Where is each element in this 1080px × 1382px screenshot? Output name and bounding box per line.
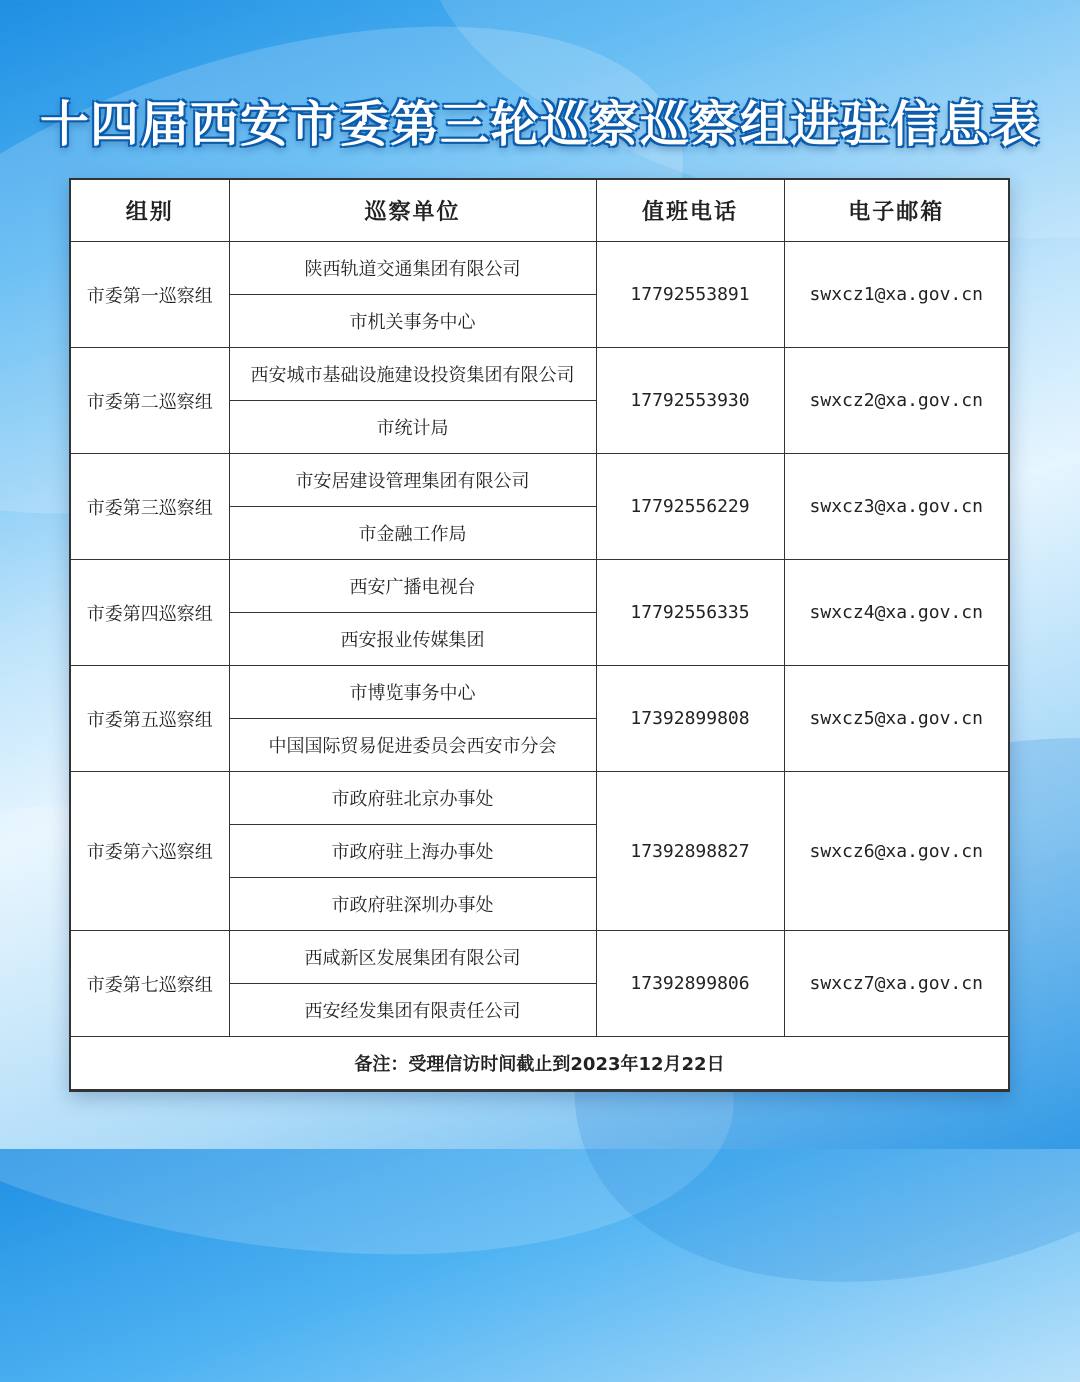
header-group: 组别 bbox=[71, 180, 229, 242]
unit-cell: 市政府驻上海办事处 bbox=[229, 825, 596, 878]
note-row bbox=[71, 1037, 1008, 1090]
group-name: 市委第六巡察组 bbox=[71, 772, 229, 931]
unit-cell: 市金融工作局 bbox=[229, 507, 596, 560]
email-cell: swxcz7@xa.gov.cn bbox=[784, 931, 1008, 1037]
unit-cell: 市政府驻深圳办事处 bbox=[229, 878, 596, 931]
unit-cell: 市统计局 bbox=[229, 401, 596, 454]
page-title: 十四届西安市委第三轮巡察巡察组进驻信息表 bbox=[39, 96, 1040, 153]
note-text: 备注：受理信访时间截止到2023年12月22日 bbox=[71, 1037, 1008, 1090]
unit-cell: 中国国际贸易促进委员会西安市分会 bbox=[229, 719, 596, 772]
email-cell: swxcz6@xa.gov.cn bbox=[784, 772, 1008, 931]
unit-cell: 陕西轨道交通集团有限公司 bbox=[229, 242, 596, 295]
table-row bbox=[71, 666, 1008, 719]
phone-cell: 17792556229 bbox=[596, 454, 784, 560]
table-row bbox=[71, 242, 1008, 295]
group-name: 市委第三巡察组 bbox=[71, 454, 229, 560]
unit-cell: 市安居建设管理集团有限公司 bbox=[229, 454, 596, 507]
table-row bbox=[71, 772, 1008, 825]
unit-cell: 西安城市基础设施建设投资集团有限公司 bbox=[229, 348, 596, 401]
header-phone: 值班电话 bbox=[596, 180, 784, 242]
email-cell: swxcz1@xa.gov.cn bbox=[784, 242, 1008, 348]
group-name: 市委第五巡察组 bbox=[71, 666, 229, 772]
email-cell: swxcz2@xa.gov.cn bbox=[784, 348, 1008, 454]
unit-cell: 市博览事务中心 bbox=[229, 666, 596, 719]
info-table bbox=[71, 180, 1008, 1090]
email-cell: swxcz3@xa.gov.cn bbox=[784, 454, 1008, 560]
table-row bbox=[71, 560, 1008, 613]
unit-cell: 西安报业传媒集团 bbox=[229, 613, 596, 666]
header-unit: 巡察单位 bbox=[229, 180, 596, 242]
info-table-panel bbox=[69, 178, 1010, 1092]
group-name: 市委第二巡察组 bbox=[71, 348, 229, 454]
group-name: 市委第七巡察组 bbox=[71, 931, 229, 1037]
header-email: 电子邮箱 bbox=[784, 180, 1008, 242]
email-cell: swxcz5@xa.gov.cn bbox=[784, 666, 1008, 772]
phone-cell: 17792553891 bbox=[596, 242, 784, 348]
unit-cell: 市机关事务中心 bbox=[229, 295, 596, 348]
table-header-row bbox=[71, 180, 1008, 242]
unit-cell: 西咸新区发展集团有限公司 bbox=[229, 931, 596, 984]
group-name: 市委第一巡察组 bbox=[71, 242, 229, 348]
unit-cell: 市政府驻北京办事处 bbox=[229, 772, 596, 825]
phone-cell: 17792556335 bbox=[596, 560, 784, 666]
table-row bbox=[71, 348, 1008, 401]
phone-cell: 17392898827 bbox=[596, 772, 784, 931]
phone-cell: 17792553930 bbox=[596, 348, 784, 454]
email-cell: swxcz4@xa.gov.cn bbox=[784, 560, 1008, 666]
table-row bbox=[71, 454, 1008, 507]
unit-cell: 西安经发集团有限责任公司 bbox=[229, 984, 596, 1037]
table-row bbox=[71, 931, 1008, 984]
phone-cell: 17392899808 bbox=[596, 666, 784, 772]
unit-cell: 西安广播电视台 bbox=[229, 560, 596, 613]
group-name: 市委第四巡察组 bbox=[71, 560, 229, 666]
phone-cell: 17392899806 bbox=[596, 931, 784, 1037]
